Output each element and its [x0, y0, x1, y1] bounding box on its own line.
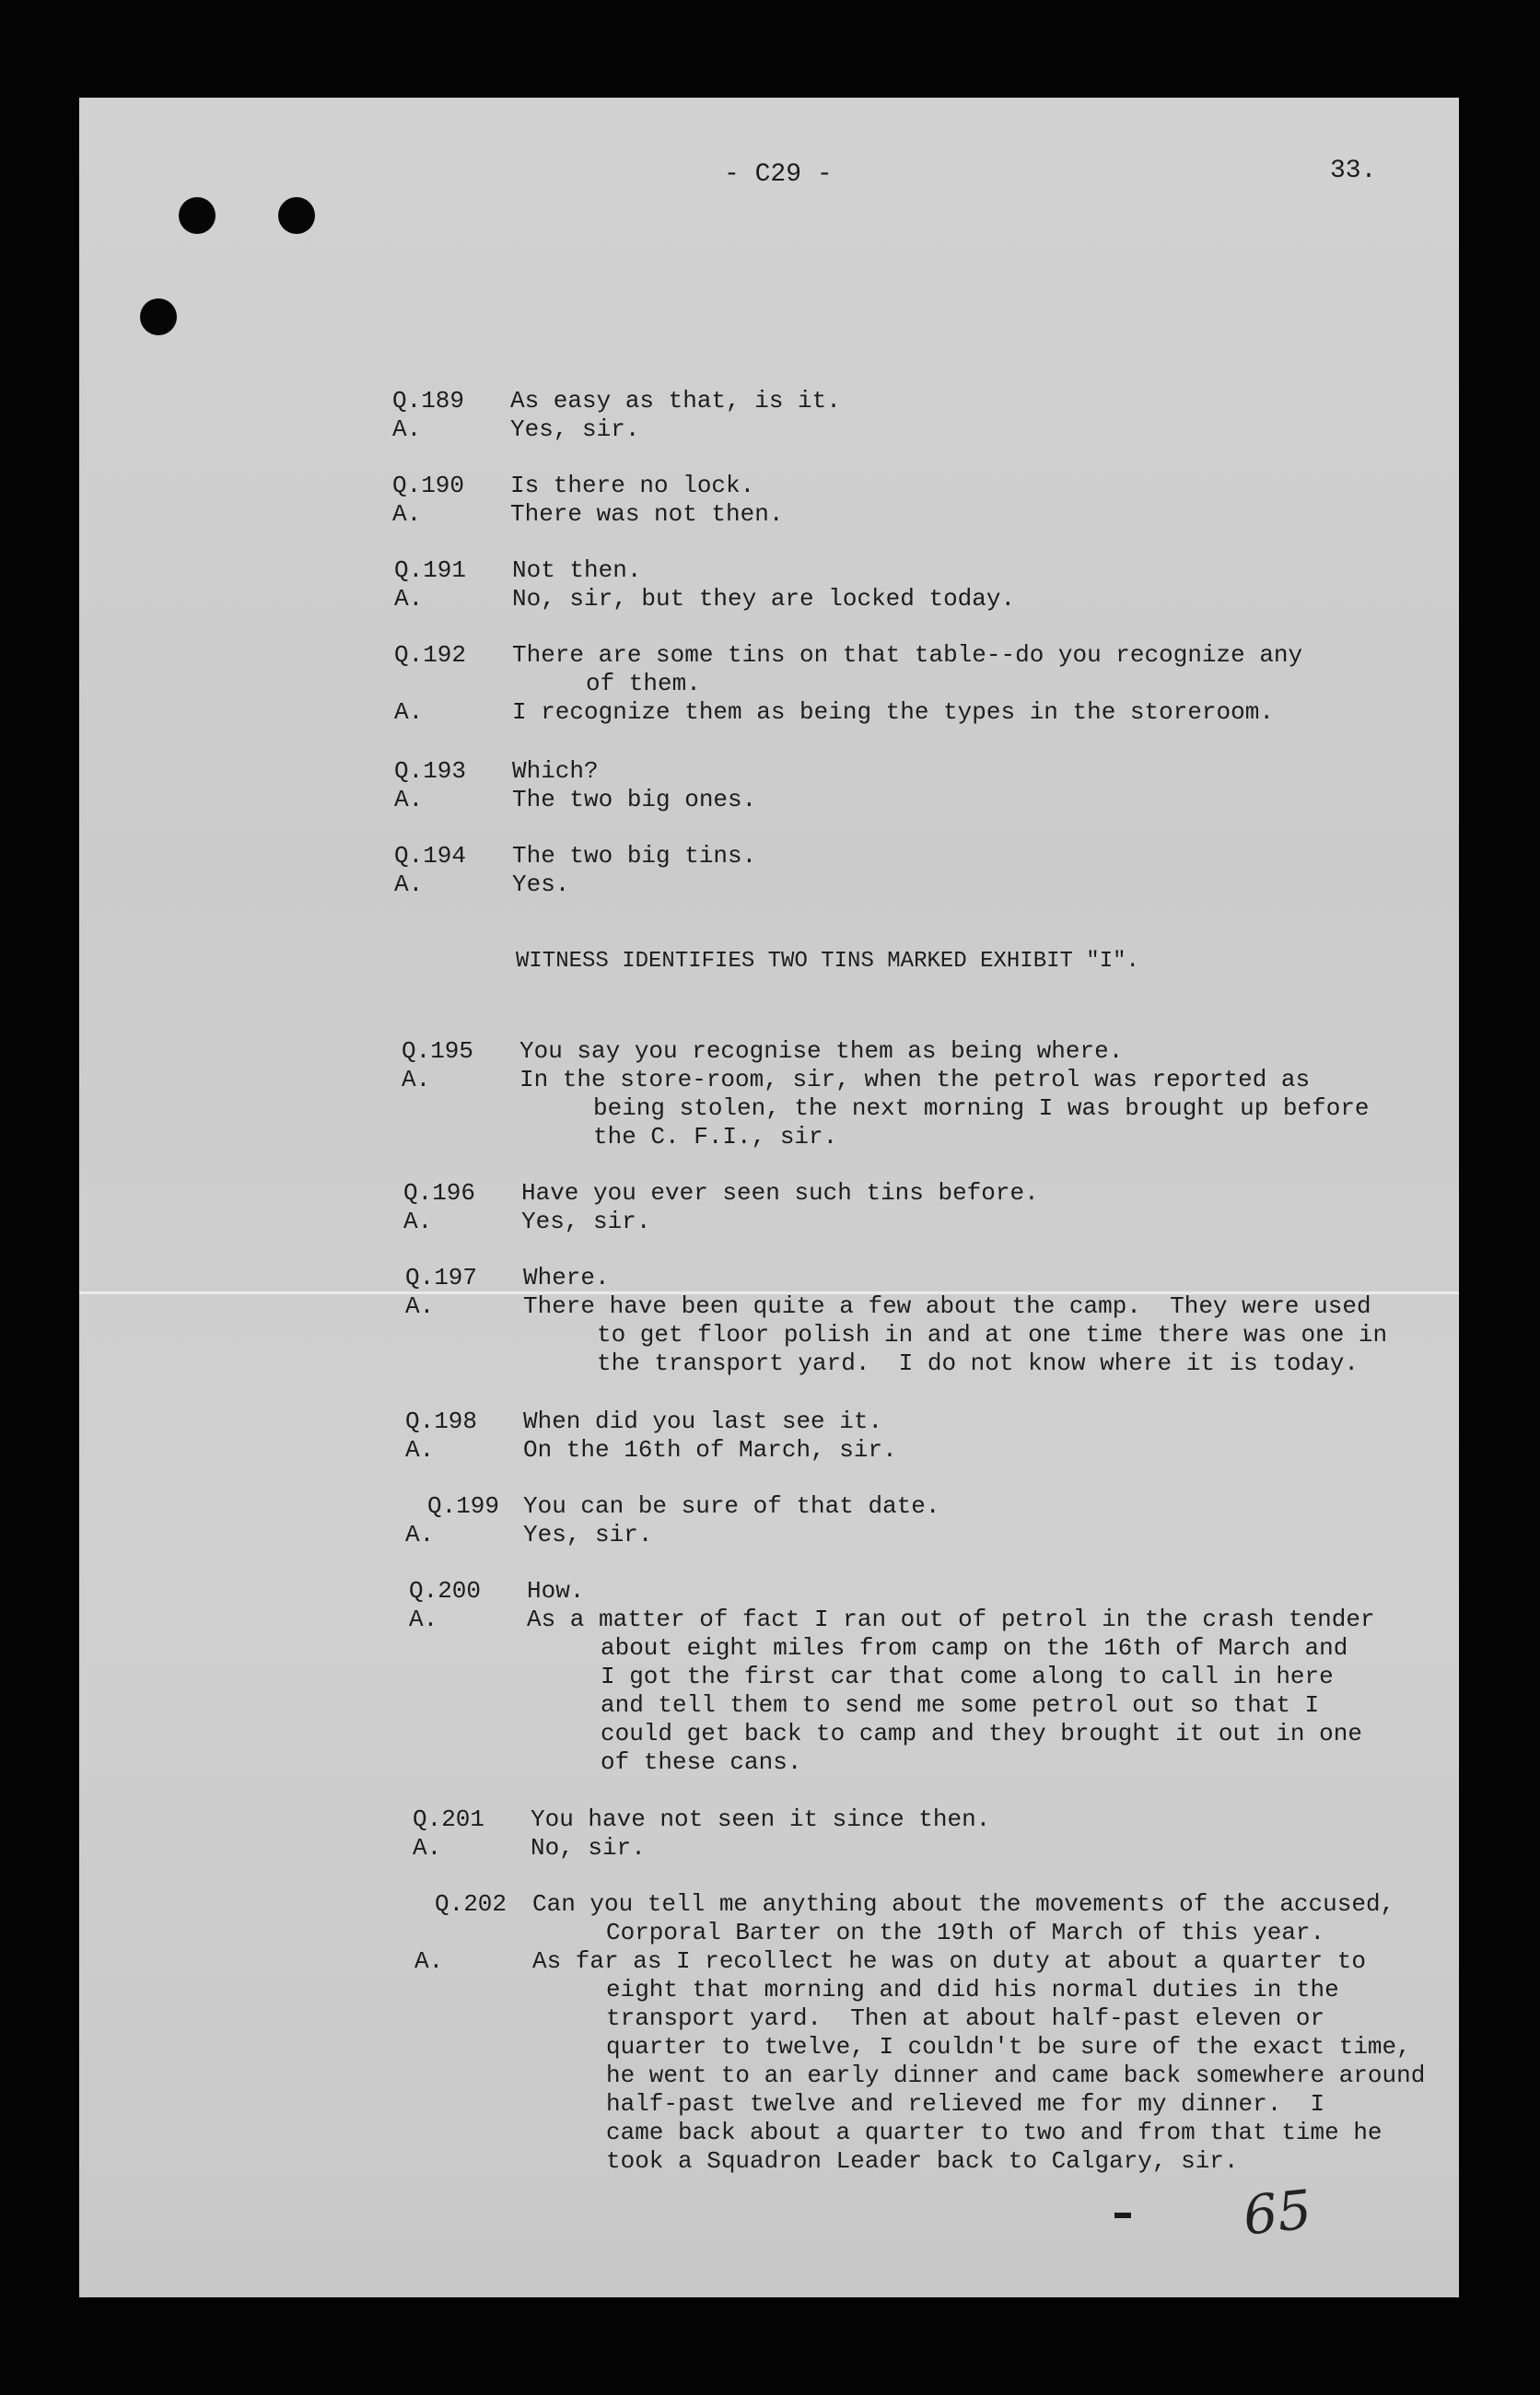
question-text: The two big tins.: [512, 842, 757, 870]
answer-text: took a Squadron Leader back to Calgary, sir.: [606, 2147, 1239, 2175]
question-label: Q.192: [394, 641, 467, 669]
answer-text: I got the first car that come along to call in here: [601, 1663, 1334, 1690]
answer-text: eight that morning and did his normal duties in the: [606, 1976, 1339, 2004]
answer-text: being stolen, the next morning I was brought up before: [593, 1094, 1370, 1122]
question-text: You have not seen it since then.: [531, 1805, 991, 1833]
question-text: Which?: [512, 757, 599, 785]
qa-block: [403, 1179, 1039, 1236]
qa-block: [405, 1408, 897, 1465]
ink-mark: [1114, 2213, 1131, 2218]
punch-hole: [278, 197, 315, 234]
question-text: You can be sure of that date.: [523, 1492, 940, 1520]
handwritten-page-number: 65: [1240, 2178, 1315, 2248]
answer-label: A.: [392, 500, 422, 528]
question-text: There are some tins on that table--do you recognize any: [512, 641, 1303, 669]
exhibit-heading: WITNESS IDENTIFIES TWO TINS MARKED EXHIBIT "I".: [516, 949, 1139, 974]
answer-text: Yes, sir.: [521, 1208, 651, 1235]
page-marker: - C29 -: [724, 160, 833, 189]
qa-block: [392, 472, 783, 529]
answer-text: There was not then.: [510, 500, 784, 528]
question-text: Can you tell me anything about the movements of the accused,: [532, 1890, 1395, 1918]
qa-block: [402, 1037, 1370, 1151]
question-text: Have you ever seen such tins before.: [521, 1179, 1039, 1207]
answer-text: No, sir, but they are locked today.: [512, 585, 1016, 613]
answer-text: to get floor polish in and at one time there was one in: [597, 1321, 1388, 1349]
question-label: Q.200: [409, 1577, 482, 1605]
answer-text: quarter to twelve, I couldn't be sure of the exact time,: [606, 2033, 1411, 2061]
answer-text: transport yard. Then at about half-past eleven or: [606, 2004, 1325, 2032]
answer-label: A.: [414, 1947, 444, 1975]
answer-text: came back about a quarter to two and from that time he: [606, 2119, 1382, 2146]
punch-hole: [179, 197, 216, 234]
answer-label: A.: [413, 1834, 442, 1862]
question-label: Q.198: [405, 1408, 478, 1435]
answer-text: As far as I recollect he was on duty at about a quarter to: [532, 1947, 1366, 1975]
qa-block: [394, 757, 756, 814]
question-label: Q.199: [427, 1492, 500, 1520]
question-label: Q.190: [392, 472, 465, 499]
answer-text: Yes, sir.: [510, 415, 640, 443]
qa-block: [405, 1264, 1387, 1378]
qa-block: [394, 842, 756, 899]
answer-text: of these cans.: [601, 1748, 802, 1776]
question-label: Q.194: [394, 842, 467, 870]
page-number: 33.: [1330, 157, 1377, 185]
answer-label: A.: [394, 870, 424, 898]
answer-text: could get back to camp and they brought it out in one: [601, 1720, 1362, 1747]
question-text: Where.: [523, 1264, 610, 1291]
question-label: Q.189: [392, 387, 465, 415]
answer-text: half-past twelve and relieved me for my dinner. I: [606, 2090, 1325, 2118]
answer-label: A.: [409, 1606, 438, 1633]
question-text: of them.: [586, 670, 701, 697]
answer-text: and tell them to send me some petrol out so that I: [601, 1691, 1320, 1719]
question-label: Q.195: [402, 1037, 474, 1065]
document-page: [79, 98, 1459, 2297]
qa-block: [394, 556, 1015, 613]
qa-block: [394, 641, 1302, 727]
question-text: When did you last see it.: [523, 1408, 883, 1435]
answer-label: A.: [394, 786, 424, 813]
question-text: Is there no lock.: [510, 472, 755, 499]
qa-block: [413, 1805, 990, 1863]
answer-text: On the 16th of March, sir.: [523, 1436, 897, 1464]
answer-text: As a matter of fact I ran out of petrol in the crash tender: [527, 1606, 1375, 1633]
answer-text: Yes.: [512, 870, 570, 898]
question-label: Q.201: [413, 1805, 485, 1833]
answer-label: A.: [405, 1292, 435, 1320]
question-text: You say you recognise them as being where.: [519, 1037, 1124, 1065]
answer-text: he went to an early dinner and came back somewhere around: [606, 2062, 1426, 2089]
answer-label: A.: [402, 1066, 431, 1093]
answer-text: No, sir.: [531, 1834, 646, 1862]
answer-text: the transport yard. I do not know where it is today.: [597, 1349, 1359, 1377]
answer-label: A.: [392, 415, 422, 443]
answer-text: Yes, sir.: [523, 1521, 653, 1548]
answer-text: The two big ones.: [512, 786, 757, 813]
question-text: How.: [527, 1577, 585, 1605]
answer-text: the C. F.I., sir.: [593, 1123, 838, 1151]
answer-label: A.: [394, 585, 424, 613]
answer-text: about eight miles from camp on the 16th of March and: [601, 1634, 1348, 1662]
question-label: Q.191: [394, 556, 467, 584]
question-label: Q.193: [394, 757, 467, 785]
question-text: Corporal Barter on the 19th of March of this year.: [606, 1919, 1325, 1946]
answer-text: In the store-room, sir, when the petrol was reported as: [519, 1066, 1311, 1093]
question-label: Q.197: [405, 1264, 478, 1291]
qa-block: [392, 387, 841, 444]
qa-block: [414, 1890, 1425, 2176]
answer-text: I recognize them as being the types in the storeroom.: [512, 698, 1274, 726]
punch-hole: [140, 298, 177, 335]
answer-label: A.: [405, 1521, 435, 1548]
answer-label: A.: [403, 1208, 433, 1235]
question-label: Q.196: [403, 1179, 476, 1207]
question-label: Q.202: [435, 1890, 508, 1918]
question-text: Not then.: [512, 556, 642, 584]
answer-label: A.: [394, 698, 424, 726]
qa-block: [405, 1492, 939, 1549]
answer-text: There have been quite a few about the camp. They were used: [523, 1292, 1371, 1320]
question-text: As easy as that, is it.: [510, 387, 841, 415]
qa-block: [409, 1577, 1375, 1777]
answer-label: A.: [405, 1436, 435, 1464]
